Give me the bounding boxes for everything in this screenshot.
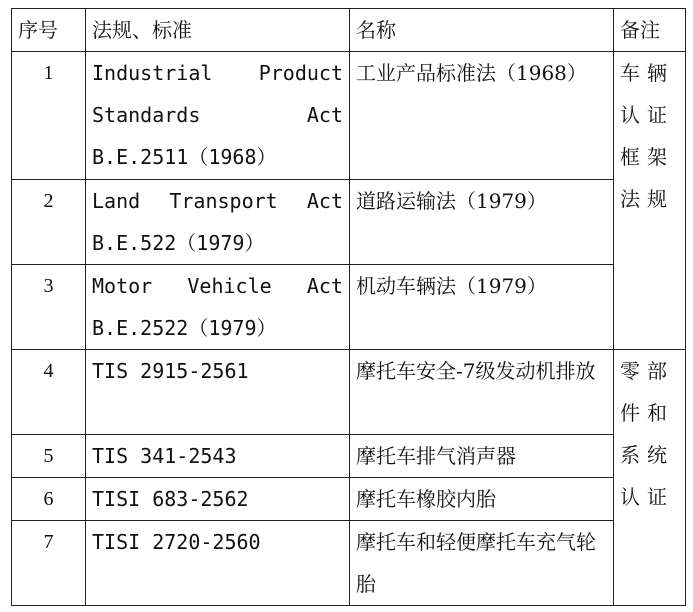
regulations-table — [11, 8, 686, 606]
regulation-line: B.E.2511（1968） — [92, 145, 277, 169]
row-index: 6 — [12, 478, 86, 521]
table-row — [12, 265, 686, 350]
name-cell: 机动车辆法（1979） — [350, 265, 614, 350]
regulation-line: B.E.2522（1979） — [92, 316, 277, 340]
row-index: 3 — [12, 265, 86, 350]
remark-cell: 车辆认证框架法规 — [614, 52, 686, 350]
row-index: 1 — [12, 52, 86, 180]
name-cell: 道路运输法（1979） — [350, 180, 614, 265]
name-cell: 工业产品标准法（1968） — [350, 52, 614, 180]
name-cell: 摩托车排气消声器 — [350, 435, 614, 478]
regulation-line: Land Transport Act — [92, 189, 343, 213]
table-row — [12, 478, 686, 521]
table-row — [12, 180, 686, 265]
row-index: 5 — [12, 435, 86, 478]
regulation-line: Motor Vehicle Act — [92, 274, 343, 298]
header-name: 名称 — [350, 9, 614, 52]
name-cell: 摩托车橡胶内胎 — [350, 478, 614, 521]
table-row — [12, 521, 686, 606]
row-index: 7 — [12, 521, 86, 606]
regulation-cell — [86, 180, 350, 265]
row-index: 4 — [12, 350, 86, 435]
row-index: 2 — [12, 180, 86, 265]
regulation-line: B.E.522（1979） — [92, 231, 265, 255]
table-row — [12, 52, 686, 180]
name-cell: 摩托车安全-7级发动机排放 — [350, 350, 614, 435]
regulation-cell: TIS 2915-2561 — [86, 350, 350, 435]
name-cell: 摩托车和轻便摩托车充气轮胎 — [350, 521, 614, 606]
table-row — [12, 435, 686, 478]
regulation-cell — [86, 265, 350, 350]
header-remark: 备注 — [614, 9, 686, 52]
table-header-row — [12, 9, 686, 52]
regulation-cell: TISI 683-2562 — [86, 478, 350, 521]
table-row — [12, 350, 686, 435]
header-index: 序号 — [12, 9, 86, 52]
remark-cell: 零部件和系统认证 — [614, 350, 686, 606]
regulation-line: Standards Act — [92, 103, 343, 127]
regulation-cell — [86, 52, 350, 180]
regulation-cell: TISI 2720-2560 — [86, 521, 350, 606]
regulation-cell: TIS 341-2543 — [86, 435, 350, 478]
regulation-line: Industrial Product — [92, 61, 343, 85]
header-regulation: 法规、标准 — [86, 9, 350, 52]
